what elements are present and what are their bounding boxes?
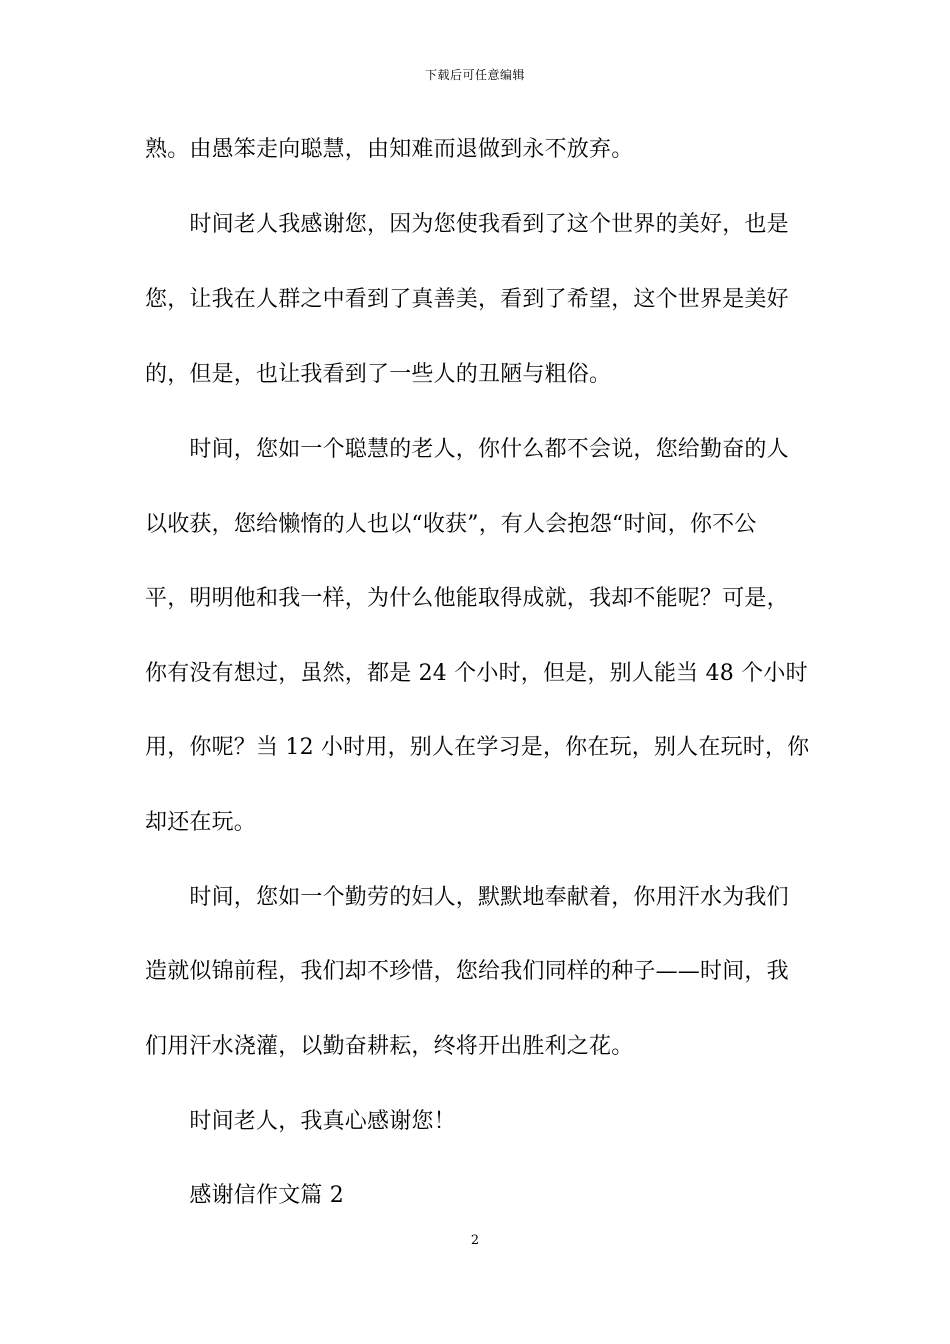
text-line: 您，让我在人群之中看到了真善美，看到了希望，这个世界是美好 xyxy=(145,287,789,312)
text-line: 造就似锦前程，我们却不珍惜，您给我们同样的种子——时间，我 xyxy=(145,959,789,984)
text-line: 时间，您如一个聪慧的老人，你什么都不会说，您给勤奋的人 xyxy=(145,437,789,462)
text-line: 时间老人，我真心感谢您！ xyxy=(145,1109,456,1134)
text-line: 们用汗水浇灌，以勤奋耕耘，终将开出胜利之花。 xyxy=(145,1034,634,1059)
page-number: 2 xyxy=(470,1233,480,1248)
text-line: 以收获，您给懒惰的人也以“收获”，有人会抱怨“时间，你不公 xyxy=(145,512,757,537)
text-line: 时间，您如一个勤劳的妇人，默默地奉献着，你用汗水为我们 xyxy=(145,885,789,910)
text-line: 却还在玩。 xyxy=(145,810,257,835)
text-line: 你有没有想过，虽然，都是 24 个小时，但是，别人能当 48 个小时 xyxy=(145,661,808,686)
text-line: 时间老人我感谢您，因为您使我看到了这个世界的美好，也是 xyxy=(145,212,789,237)
text-line: 平，明明他和我一样，为什么他能取得成就，我却不能呢？可是， xyxy=(145,586,789,611)
page-header: 下载后可任意编辑 xyxy=(424,68,525,82)
text-line: 的，但是，也让我看到了一些人的丑陋与粗俗。 xyxy=(145,362,612,387)
text-line: 用，你呢？当 12 小时用，别人在学习是，你在玩，别人在玩时，你 xyxy=(145,735,810,760)
text-line: 感谢信作文篇 2 xyxy=(145,1183,344,1208)
text-line: 熟。由愚笨走向聪慧，由知难而退做到永不放弃。 xyxy=(145,137,634,162)
